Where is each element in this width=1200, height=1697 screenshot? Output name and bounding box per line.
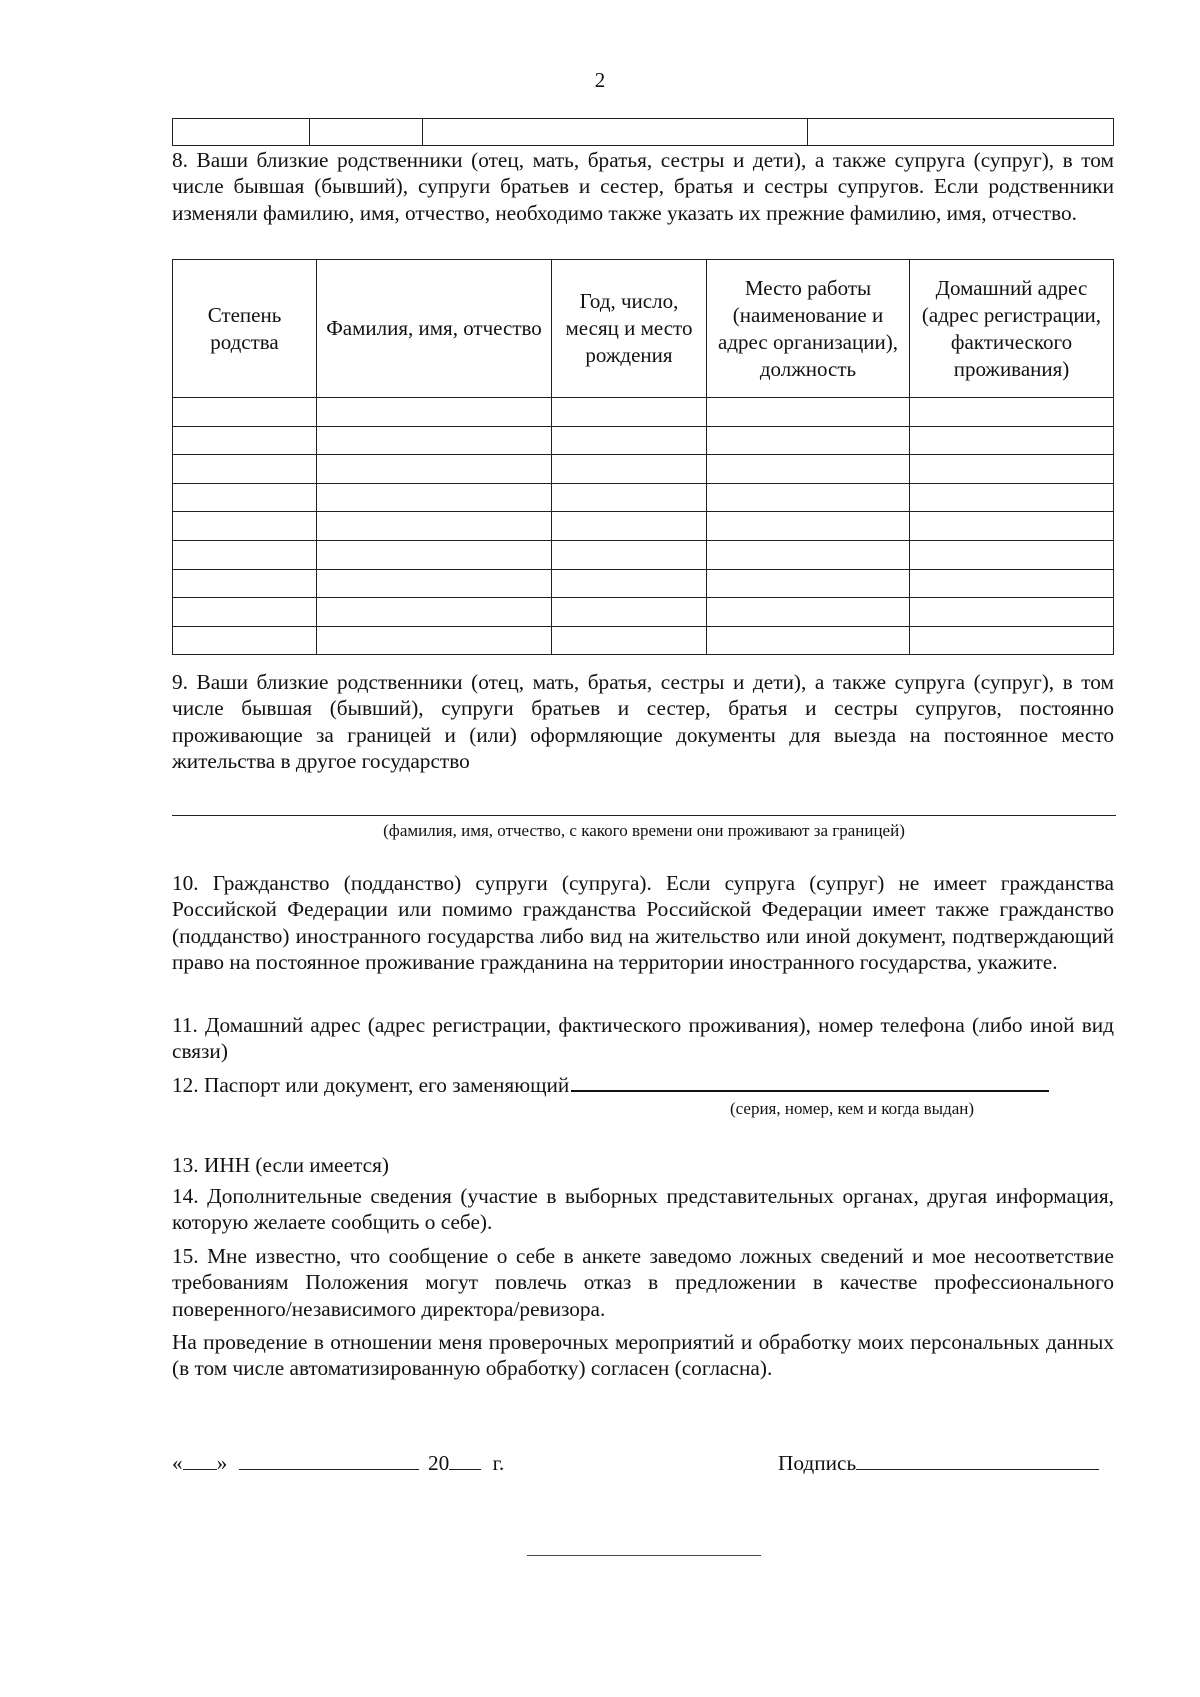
table-cell[interactable] xyxy=(317,455,552,484)
table-cell[interactable] xyxy=(317,483,552,512)
table-cell[interactable] xyxy=(317,426,552,455)
quote-close: » xyxy=(216,1451,228,1475)
table-cell[interactable] xyxy=(707,455,910,484)
table-cell[interactable] xyxy=(173,512,317,541)
column-header-birth: Год, число, месяц и место рождения xyxy=(552,260,707,398)
date-field xyxy=(172,1449,504,1476)
item-12 xyxy=(172,1070,1114,1098)
table-cell[interactable] xyxy=(707,483,910,512)
year-suffix: г. xyxy=(492,1451,505,1475)
item-12-caption: (серия, номер, кем и когда выдан) xyxy=(730,1099,975,1118)
month-fill-line[interactable] xyxy=(239,1449,419,1470)
signature-fill-line[interactable] xyxy=(856,1449,1099,1470)
item-13-text: 13. ИНН (если имеется) xyxy=(172,1153,389,1177)
table-cell[interactable] xyxy=(310,119,423,146)
table-cell[interactable] xyxy=(910,483,1114,512)
passport-fill-line[interactable] xyxy=(571,1070,1049,1092)
item-8-text: 8. Ваши близкие родственники (отец, мать, братья, сестры и дети), а также супруга (супруг), в том числе бывшая (бывший), супруги братьев и сестер, братья и сестры супругов. Если родственники изменяли фамилию, имя, отчество, необходимо также указать их прежние фамилию, имя, отчество. xyxy=(172,148,1114,225)
table-cell[interactable] xyxy=(173,455,317,484)
bottom-divider xyxy=(527,1555,761,1556)
table-cell[interactable] xyxy=(910,626,1114,655)
table-cell[interactable] xyxy=(173,119,310,146)
table-cell[interactable] xyxy=(552,540,707,569)
table-cell[interactable] xyxy=(173,626,317,655)
table-cell[interactable] xyxy=(552,398,707,427)
table-cell[interactable] xyxy=(910,512,1114,541)
column-header-relation: Степень родства xyxy=(173,260,317,398)
table-cell[interactable] xyxy=(552,512,707,541)
table-cell[interactable] xyxy=(317,512,552,541)
table-cell[interactable] xyxy=(173,598,317,627)
item-14-text: 14. Дополнительные сведения (участие в выборных представительных органах, другая информация, которую желаете сообщить о себе). xyxy=(172,1184,1114,1235)
table-cell[interactable] xyxy=(707,426,910,455)
table-cell[interactable] xyxy=(707,569,910,598)
signature-label: Подпись xyxy=(778,1451,857,1475)
column-header-workplace: Место работы (наименование и адрес организации), должность xyxy=(707,260,910,398)
item-12-text: 12. Паспорт или документ, его заменяющий xyxy=(172,1073,570,1097)
table-cell[interactable] xyxy=(910,398,1114,427)
signature-field xyxy=(778,1449,1099,1476)
table-cell[interactable] xyxy=(173,483,317,512)
table-cell[interactable] xyxy=(317,626,552,655)
consent-text: На проведение в отношении меня проверочных мероприятий и обработку моих персональных данных (в том числе автоматизированную обработку) согласен (согласна). xyxy=(172,1330,1114,1381)
table-cell[interactable] xyxy=(552,598,707,627)
table-cell[interactable] xyxy=(552,455,707,484)
year-fill-line[interactable] xyxy=(449,1449,481,1470)
table-row xyxy=(173,483,1114,512)
column-header-home-address: Домашний адрес (адрес регистрации, фактического проживания) xyxy=(910,260,1114,398)
table-cell[interactable] xyxy=(552,569,707,598)
table-cell[interactable] xyxy=(317,398,552,427)
table-row xyxy=(173,455,1114,484)
table-row xyxy=(173,512,1114,541)
column-header-full-name: Фамилия, имя, отчество xyxy=(317,260,552,398)
item-11-text: 11. Домашний адрес (адрес регистрации, фактического проживания), номер телефона (либо иной вид связи) xyxy=(172,1013,1114,1064)
table-row xyxy=(173,569,1114,598)
previous-table-last-row xyxy=(172,118,1114,146)
relatives-table xyxy=(172,259,1114,655)
table-cell[interactable] xyxy=(552,626,707,655)
table-cell[interactable] xyxy=(707,540,910,569)
table-row xyxy=(173,540,1114,569)
table-cell[interactable] xyxy=(808,119,1114,146)
table-cell[interactable] xyxy=(173,569,317,598)
table-cell[interactable] xyxy=(317,569,552,598)
table-cell[interactable] xyxy=(707,398,910,427)
day-fill-line[interactable] xyxy=(183,1449,217,1470)
item-10-text: 10. Гражданство (подданство) супруги (супруга). Если супруга (супруг) не имеет гражданства Российской Федерации или помимо гражданства Российской Федерации имеет также гражданство (подданство) иностранного государства либо вид на жительство или иной документ, подтверждающий право на постоянное проживание гражданина на территории иностранного государства, укажите. xyxy=(172,871,1114,974)
table-cell[interactable] xyxy=(707,512,910,541)
item-9-fill-line[interactable] xyxy=(172,815,1116,816)
year-prefix: 20 xyxy=(427,1451,450,1475)
table-cell[interactable] xyxy=(910,426,1114,455)
page-number: 2 xyxy=(594,68,606,92)
table-cell[interactable] xyxy=(317,540,552,569)
item-9-caption: (фамилия, имя, отчество, с какого времени они проживают за границей) xyxy=(383,821,905,840)
table-cell[interactable] xyxy=(317,598,552,627)
table-row xyxy=(173,626,1114,655)
table-cell[interactable] xyxy=(173,426,317,455)
table-row xyxy=(173,398,1114,427)
table-cell[interactable] xyxy=(173,540,317,569)
table-cell[interactable] xyxy=(423,119,808,146)
table-cell[interactable] xyxy=(707,626,910,655)
table-row xyxy=(173,598,1114,627)
table-cell[interactable] xyxy=(910,540,1114,569)
table-cell[interactable] xyxy=(552,426,707,455)
table-row xyxy=(173,426,1114,455)
quote-open: « xyxy=(172,1451,183,1475)
table-cell[interactable] xyxy=(910,569,1114,598)
table-cell[interactable] xyxy=(173,398,317,427)
table-cell[interactable] xyxy=(910,455,1114,484)
table-cell[interactable] xyxy=(910,598,1114,627)
item-9-text: 9. Ваши близкие родственники (отец, мать, братья, сестры и дети), а также супруга (супруг), в том числе бывшая (бывший), супруги братьев и сестер, братья и сестры супругов, постоянно проживающие за границей и (или) оформляющие документы для выезда на постоянное место жительства в другое государство xyxy=(172,670,1114,773)
table-cell[interactable] xyxy=(707,598,910,627)
table-cell[interactable] xyxy=(552,483,707,512)
item-15-text: 15. Мне известно, что сообщение о себе в анкете заведомо ложных сведений и мое несоответствие требованиям Положения могут повлечь отказ в предложении в качестве профессионального поверенного/независимого директора/ревизора. xyxy=(172,1244,1114,1321)
